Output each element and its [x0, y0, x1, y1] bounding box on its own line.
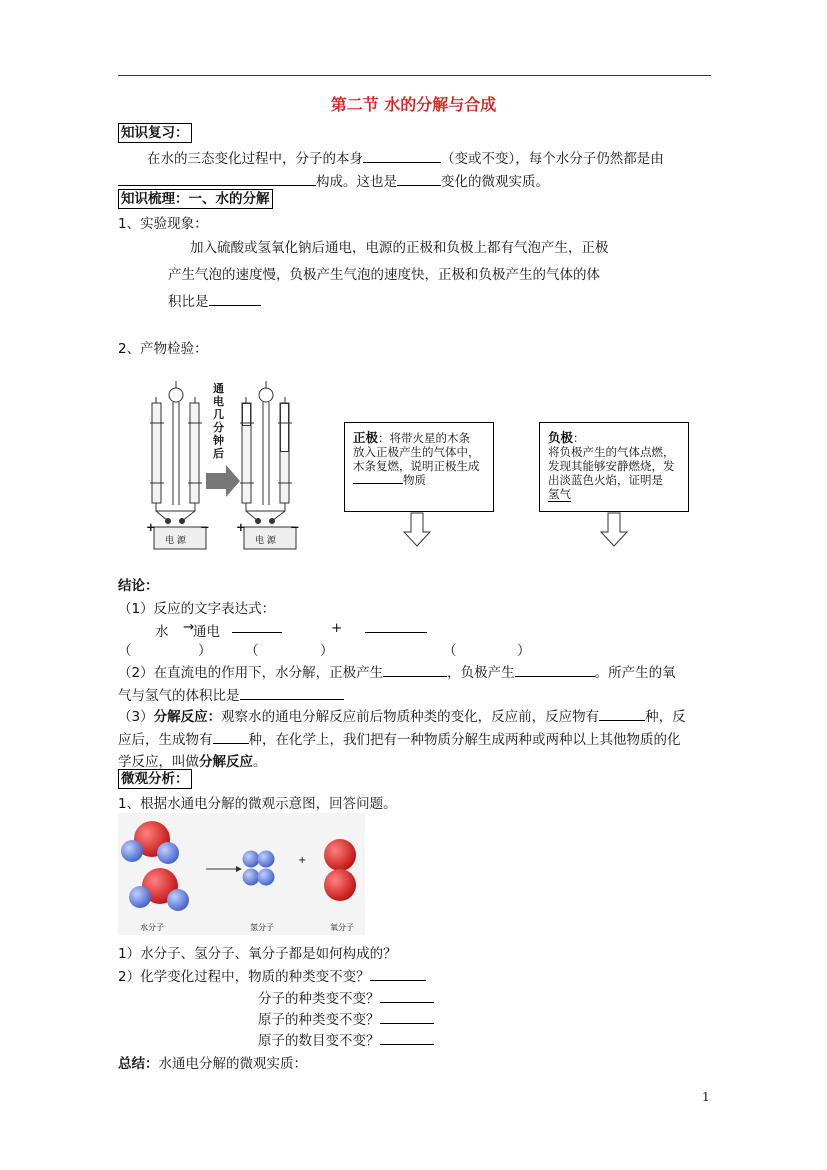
plus-sign-left: + [146, 520, 156, 534]
item-experiment: 1、实验现象： [118, 216, 208, 232]
answer-blank[interactable] [380, 990, 434, 1003]
answer-blank[interactable] [515, 664, 595, 677]
paren-open-1: （ [118, 643, 132, 659]
paren-close-1: ） [198, 643, 212, 659]
micro-sub-2 [118, 965, 426, 985]
equation-plus: + [331, 620, 343, 636]
minus-sign-right: − [290, 520, 300, 534]
conclusion-item-3-line3 [118, 750, 267, 770]
positive-text-1: ：将带火星的木条 [378, 431, 471, 445]
micro-sub-2-text: 2）化学变化过程中，物质的种类变不变？ [118, 969, 370, 985]
item-product-test: 2、产物检验： [118, 341, 208, 357]
answer-blank[interactable] [363, 150, 441, 163]
answer-blank[interactable] [209, 293, 261, 306]
molecule-diagram [118, 813, 365, 935]
c3-text-c: 应后，生成物有 [118, 732, 213, 748]
conclusion-item-1: （1）反应的文字表达式： [118, 601, 276, 617]
c2-text-b: ，负极产生 [447, 665, 515, 681]
micro-sub-5-text: 原子的数目变不变？ [258, 1033, 380, 1049]
vertical-caption [213, 382, 225, 460]
caption-char: 钟 [213, 434, 224, 447]
c3-text-b: 种，反 [645, 709, 686, 725]
right-arrow-icon [206, 465, 240, 497]
review-text-b: （变或不变），每个水分子仍然都是由 [441, 151, 664, 167]
minus-sign-left: − [200, 520, 210, 534]
section-label-micro: 微观分析： [118, 769, 192, 789]
answer-blank[interactable] [232, 620, 282, 633]
summary-text: 水通电分解的微观实质： [158, 1056, 307, 1072]
negative-text-1: ： [573, 431, 585, 445]
positive-text-2: 放入正极产生的气体中， [353, 445, 480, 459]
caption-water-molecule: 水分子 [140, 923, 164, 932]
answer-blank[interactable] [397, 173, 441, 186]
review-line-1 [147, 147, 664, 167]
section-label-review: 知识复习： [118, 123, 192, 143]
caption-hydrogen-molecule: 氢分子 [250, 923, 274, 932]
answer-blank[interactable] [380, 1011, 434, 1024]
experiment-para-3-text: 积比是 [168, 294, 209, 310]
negative-electrode-box [539, 422, 689, 512]
answer-blank[interactable] [353, 473, 403, 484]
paren-close-3: ） [517, 643, 531, 659]
section-label-conclusion: 结论： [118, 578, 159, 594]
page-number: 1 [702, 1090, 710, 1104]
paren-open-3: （ [443, 643, 457, 659]
positive-text-4: 物质 [403, 473, 426, 487]
caption-oxygen-molecule: 氧分子 [330, 923, 354, 932]
micro-sub-1: 1）水分子、氢分子、氧分子都是如何构成的？ [118, 946, 397, 962]
conclusion-item-3-line2 [118, 728, 681, 748]
answer-blank[interactable] [383, 664, 447, 677]
answer-blank[interactable] [118, 173, 316, 186]
negative-text-5: 氢气 [548, 487, 571, 501]
positive-electrode-box [344, 422, 494, 512]
c3-text-d: 种，在化学上，我们把有一种物质分解生成两种或两种以上其他物质的化 [248, 732, 681, 748]
c3-term: 分解反应： [153, 709, 222, 725]
answer-blank[interactable] [380, 1032, 434, 1045]
micro-sub-4-text: 原子的种类变不变？ [258, 1012, 380, 1028]
review-text-d: 变化的微观实质。 [441, 174, 549, 190]
experiment-para-3 [168, 290, 261, 310]
conclusion-item-2 [118, 661, 676, 681]
paren-close-2: ） [320, 643, 334, 659]
micro-sub-3-text: 分子的种类变不变？ [258, 991, 380, 1007]
apparatus-before [150, 381, 206, 549]
answer-blank[interactable] [240, 687, 344, 700]
review-text-c: 构成。这也是 [316, 174, 397, 190]
page-title: 第二节 水的分解与合成 [330, 95, 497, 114]
c2-text-a: （2）在直流电的作用下，水分解，正极产生 [118, 665, 384, 681]
power-label-left: 电 源 [165, 536, 186, 546]
answer-blank[interactable] [365, 620, 427, 633]
experiment-para-2: 产生气泡的速度慢，负极产生气泡的速度快，正极和负极产生的气体的体 [168, 267, 600, 283]
caption-char: 后 [213, 447, 224, 460]
micro-question-1: 1、根据水通电分解的微观示意图，回答问题。 [118, 796, 397, 812]
summary-label: 总结： [118, 1056, 159, 1072]
c3-text-a: 观察水的通电分解反应前后物质种类的变化，反应前，反应物有 [221, 709, 600, 725]
caption-char: 电 [213, 395, 224, 408]
down-arrow-icon [599, 512, 629, 548]
c3-text-e: 学反应，叫做 [118, 754, 199, 770]
c2-text-c: 。所产生的氧 [594, 665, 676, 681]
down-arrow-icon [402, 512, 432, 548]
caption-char: 分 [213, 421, 224, 434]
negative-text-3: 发现其能够安静燃烧，发 [548, 459, 675, 473]
caption-char: 几 [213, 408, 224, 421]
section-label-sorting: 知识梳理：一、水的分解 [118, 189, 273, 209]
answer-blank[interactable] [599, 708, 645, 721]
equation-condition: 通电 [193, 624, 220, 640]
apparatus-after [240, 381, 296, 549]
c2-text-d: 气与氢气的体积比是 [118, 688, 240, 704]
equation-arrow: → [183, 619, 195, 635]
caption-char: 通 [213, 382, 224, 395]
molecule-plus: + [298, 855, 307, 866]
negative-text-4: 出淡蓝色火焰，证明是 [548, 473, 663, 487]
positive-box-text [353, 431, 491, 487]
negative-box-text [548, 431, 686, 501]
c3-end: 。 [253, 754, 267, 770]
positive-text-3: 木条复燃，说明正极生成 [353, 459, 480, 473]
paren-open-2: （ [245, 643, 259, 659]
top-rule [118, 75, 711, 76]
c3-term-2: 分解反应 [199, 754, 253, 770]
answer-blank[interactable] [370, 968, 426, 981]
review-text-a: 在水的三态变化过程中，分子的本身 [147, 151, 363, 167]
c3-label: （3） [118, 709, 154, 725]
answer-blank[interactable] [213, 731, 249, 744]
review-line-2 [118, 170, 549, 190]
negative-text-2: 将负极产生的气体点燃， [548, 445, 675, 459]
experiment-para-1: 加入硫酸或氢氧化钠后通电，电源的正极和负极上都有气泡产生，正极 [190, 240, 609, 256]
micro-sub-5 [258, 1029, 434, 1049]
negative-head: 负极 [548, 430, 574, 445]
conclusion-item-2-cont [118, 684, 344, 704]
micro-sub-4 [258, 1008, 434, 1028]
plus-sign-right: + [236, 520, 246, 534]
equation-water: 水 [155, 624, 169, 640]
conclusion-item-3 [118, 705, 686, 725]
power-label-right: 电 源 [255, 536, 276, 546]
positive-head: 正极 [353, 430, 379, 445]
micro-sub-3 [258, 987, 434, 1007]
summary [118, 1052, 307, 1072]
